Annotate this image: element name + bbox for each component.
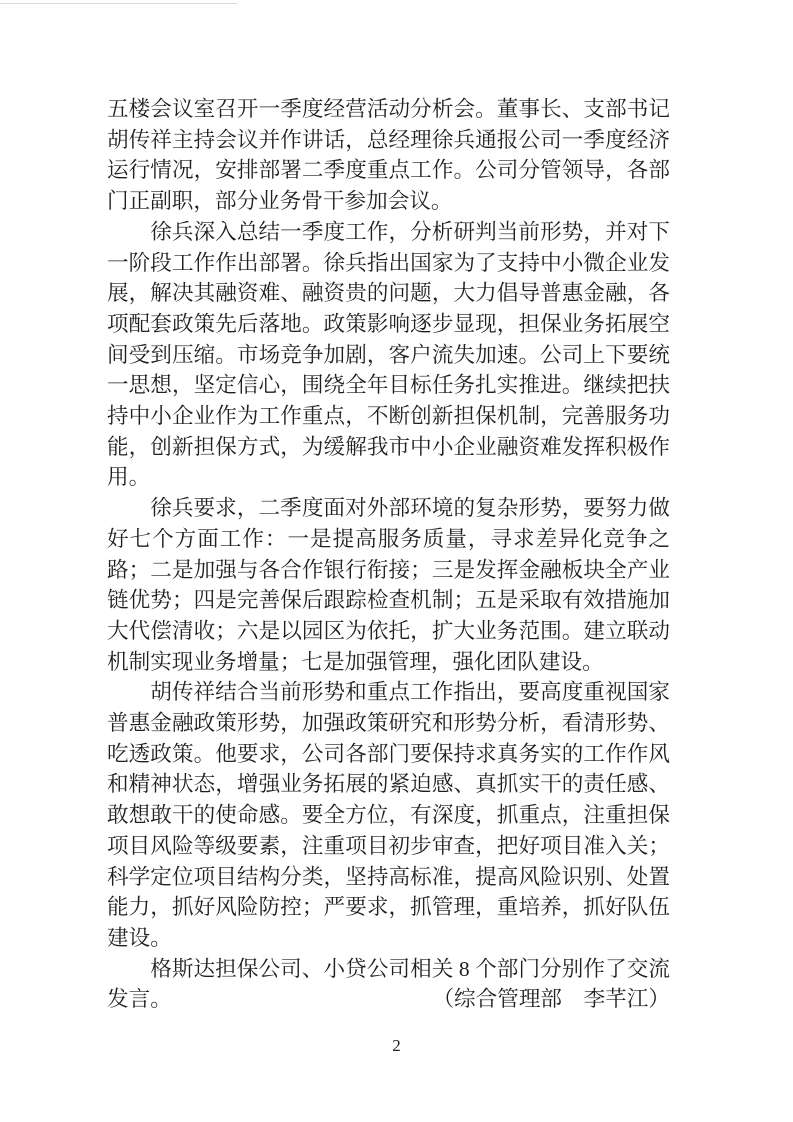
paragraph-5-text: 格斯达担保公司、小贷公司相关 8 个部门分别作了交流发言。 [107,956,670,1012]
paragraph-1: 五楼会议室召开一季度经营活动分析会。董事长、支部书记胡传祥主持会议并作讲话，总经理徐兵通报公司一季度经济运行情况，安排部署二季度重点工作。公司分管领导，各部门正副职，部分业务骨干参加会议。 [107,97,670,214]
byline: （综合管理部 李芊江） [432,987,670,1012]
paragraph-3: 徐兵要求，二季度面对外部环境的复杂形势，要努力做好七个方面工作：一是提高服务质量，寻求差异化竞争之路；二是加强与各合作银行衔接；三是发挥金融板块全产业链优势；四是完善保后跟踪检查机制；五是采取有效措施加大代偿清收；六是以园区为依托，扩大业务范围。建立联动机制实现业务增量；七是加强管理，强化团队建设。 [107,496,670,674]
scan-artifact-line [0,3,237,4]
paragraph-4: 胡传祥结合当前形势和重点工作指出，要高度重视国家普惠金融政策形势，加强政策研究和形势分析，看清形势、吃透政策。他要求，公司各部门要保持求真务实的工作作风和精神状态，增强业务拓展的紧迫感、真抓实干的责任感、敢想敢干的使命感。要全方位，有深度，抓重点，注重担保项目风险等级要素，注重项目初步审查，把好项目准入关；科学定位项目结构分类，坚持高标准，提高风险识别、处置能力，抓好风险防控；严要求，抓管理，重培养，抓好队伍建设。 [107,680,670,950]
paragraph-2: 徐兵深入总结一季度工作，分析研判当前形势，并对下一阶段工作作出部署。徐兵指出国家为了支持中小微企业发展，解决其融资难、融资贵的问题，大力倡导普惠金融，各项配套政策先后落地。政策影响逐步显现，担保业务拓展空间受到压缩。市场竞争加剧，客户流失加速。公司上下要统一思想，坚定信心，围绕全年目标任务扎实推进。继续把扶持中小企业作为工作重点，不断创新担保机制，完善服务功能，创新担保方式，为缓解我市中小企业融资难发挥积极作用。 [107,219,670,490]
page-number: 2 [392,1036,401,1055]
document-body [107,94,670,1015]
paragraph-5 [107,954,670,1015]
